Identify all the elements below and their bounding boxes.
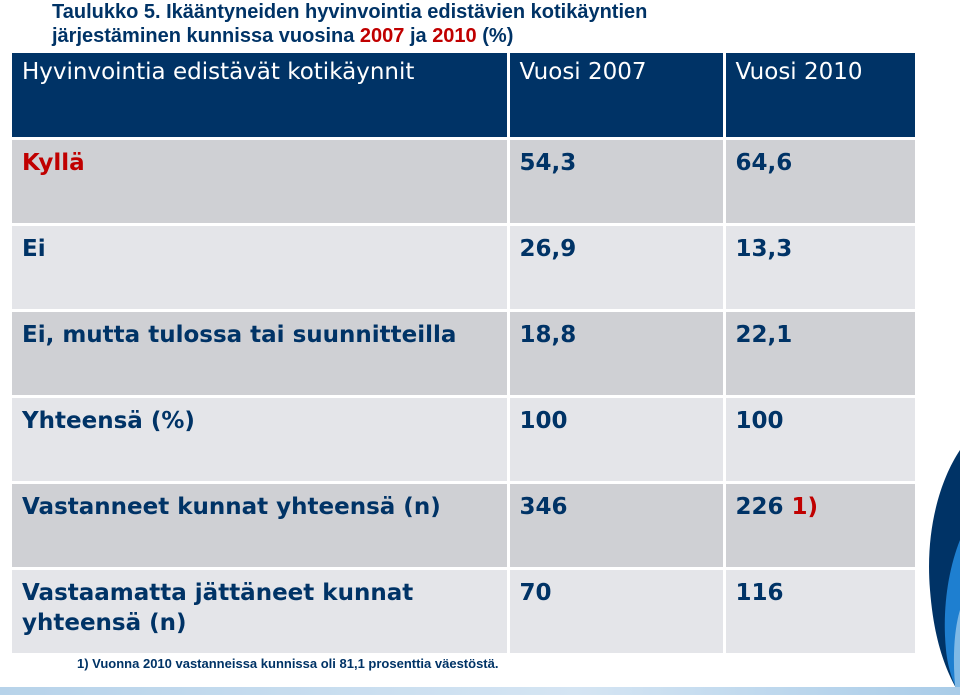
row-label-total: Yhteensä (%): [12, 396, 508, 482]
cell-2007: 346: [508, 482, 724, 568]
decorative-swoosh: [900, 420, 960, 695]
cell-2010: [724, 482, 915, 568]
table-row: [12, 138, 915, 224]
caption-year-2010: 2010: [432, 25, 477, 47]
cell-2010: 13,3: [724, 224, 915, 310]
cell-2007: 18,8: [508, 310, 724, 396]
row-label-no: Ei: [12, 224, 508, 310]
cell-2010: 64,6: [724, 138, 915, 224]
caption-conjunction: ja: [404, 25, 433, 47]
cell-2007: 100: [508, 396, 724, 482]
table-row: [12, 568, 915, 654]
bottom-decorative-strip: [0, 687, 960, 695]
cell-2007: 26,9: [508, 224, 724, 310]
table-row: [12, 482, 915, 568]
row-label-planned: Ei, mutta tulossa tai suunnitteilla: [12, 310, 508, 396]
caption-line-1: Taulukko 5. Ikääntyneiden hyvinvointia edistävien kotikäyntien: [52, 1, 648, 23]
caption-unit: (%): [476, 25, 514, 47]
footnote-reference: 1): [791, 493, 819, 520]
header-year-2010: Vuosi 2010: [724, 53, 915, 138]
table-row: [12, 396, 915, 482]
caption-year-2007: 2007: [359, 25, 405, 47]
table-caption: [52, 0, 647, 48]
cell-2010: 116: [724, 568, 915, 654]
table-row: [12, 224, 915, 310]
footnote: 1) Vuonna 2010 vastanneissa kunnissa oli 81,1 prosenttia väestöstä.: [77, 656, 499, 671]
header-year-2007: Vuosi 2007: [508, 53, 724, 138]
row-label-respondents: Vastanneet kunnat yhteensä (n): [12, 482, 508, 568]
caption-text: järjestäminen kunnissa vuosina: [52, 25, 360, 47]
cell-2007: 54,3: [508, 138, 724, 224]
header-category: Hyvinvointia edistävät kotikäynnit: [12, 53, 508, 138]
cell-2010: 22,1: [724, 310, 915, 396]
cell-2010: 100: [724, 396, 915, 482]
table-row: [12, 310, 915, 396]
home-visits-table: [12, 53, 915, 656]
cell-2007: 70: [508, 568, 724, 654]
cell-value: 226: [735, 493, 784, 520]
row-label-non-respondents: Vastaamatta jättäneet kunnat yhteensä (n): [12, 568, 508, 654]
caption-line-2: [52, 24, 647, 48]
table-header-row: [12, 53, 915, 138]
row-label-yes: Kyllä: [12, 138, 508, 224]
